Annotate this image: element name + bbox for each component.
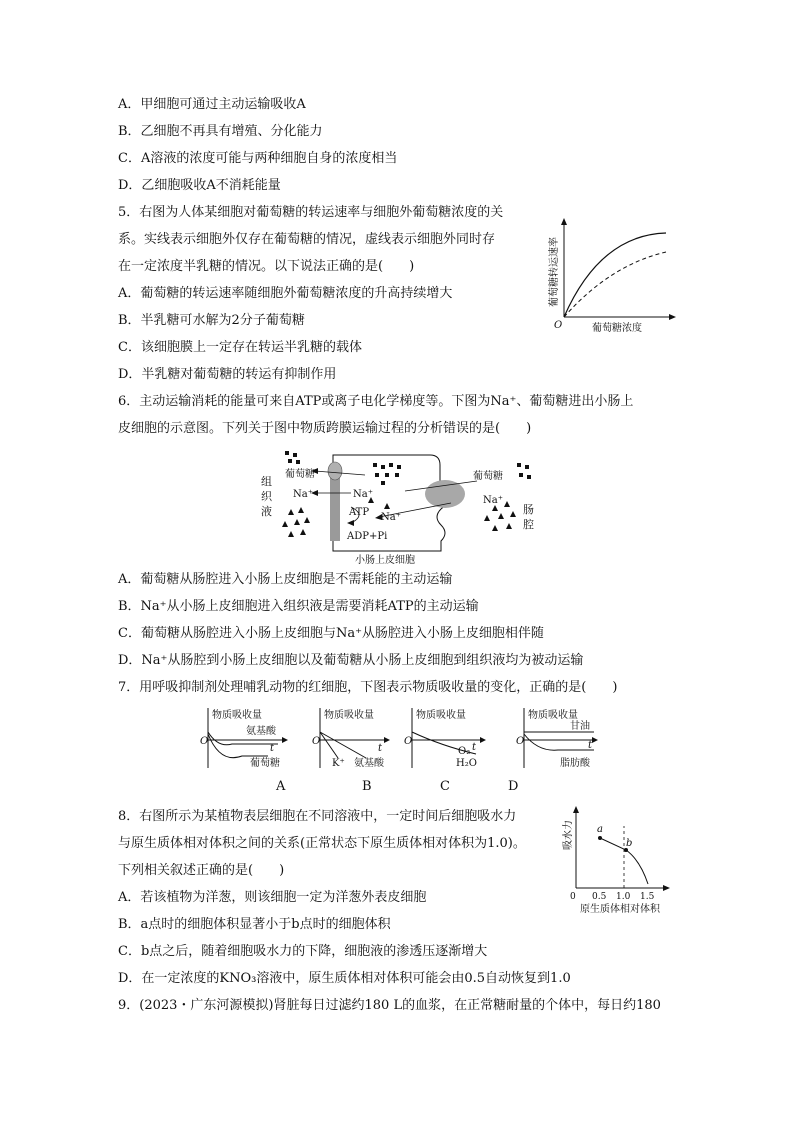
- q6-glucose-label-left: 葡萄糖: [285, 469, 315, 480]
- q5-x-label: 葡萄糖浓度: [592, 323, 642, 334]
- q7-b-letter: B: [362, 779, 372, 794]
- q6-glucose-carrier-left: [328, 462, 342, 480]
- q7-b-ylabel: 物质吸收量: [324, 710, 374, 721]
- q6-right-label-1: 肠: [523, 503, 534, 516]
- q8-tick-1-5: 1.5: [640, 892, 655, 902]
- q5-origin-label: O: [554, 320, 563, 331]
- q4-option-a: A．甲细胞可通过主动运输吸收A: [118, 97, 306, 112]
- q5-glucose-transport-figure: [540, 215, 680, 335]
- q5-option-b: B．半乳糖可水解为2分子葡萄糖: [118, 313, 305, 328]
- q7-c-origin: O: [404, 736, 413, 747]
- q7-d-curve-1-label: 甘油: [570, 721, 590, 732]
- q7-panel-d: [514, 704, 604, 770]
- q6-option-c: C．葡萄糖从肠腔进入小肠上皮细胞与Na⁺从肠腔进入小肠上皮细胞相伴随: [118, 626, 544, 641]
- q6-stem-line-1: 6．主动运输消耗的能量可来自ATP或离子电化学梯度等。下图为Na⁺、葡萄糖进出小肠上: [118, 394, 634, 409]
- q7-d-origin: O: [516, 736, 525, 747]
- q6-intestinal-cell-figure: [255, 447, 545, 567]
- q8-point-a: [598, 836, 602, 840]
- q9-stem: 9．(2023・广东河源模拟)肾脏每日过滤约180 L的血浆，在正常糖耐量的个体中，每日约180: [118, 998, 661, 1013]
- q6-left-label-2: 织: [261, 490, 272, 503]
- q7-a-curve-2: [208, 734, 268, 758]
- q7-b-origin: O: [312, 736, 321, 747]
- q5-stem-line-3: 在一定浓度半乳糖的情况。以下说法正确的是( ): [118, 259, 415, 274]
- q7-d-letter: D: [508, 779, 519, 794]
- q5-stem-line-2: 系。实线表示细胞外仅存在葡萄糖的情况，虚线表示细胞外同时存: [118, 232, 496, 247]
- q6-option-a: A．葡萄糖从肠腔进入小肠上皮细胞是不需耗能的主动运输: [118, 572, 453, 587]
- q7-d-t-label: t: [588, 740, 593, 751]
- q7-d-ylabel: 物质吸收量: [528, 710, 578, 721]
- q5-dashed-curve: [564, 252, 666, 317]
- q8-y-label: 吸水力: [563, 820, 574, 850]
- q4-option-c: C．A溶液的浓度可能与两种细胞自身的浓度相当: [118, 151, 398, 166]
- q5-y-label: 葡萄糖转运速率: [549, 237, 560, 307]
- q6-na-label-3: Na⁺: [483, 495, 503, 506]
- q7-c-curve-2-label: H₂O: [456, 758, 477, 769]
- q6-na-label-4: Na⁺: [381, 512, 401, 523]
- q8-option-d: D．在一定浓度的KNO₃溶液中，原生质体相对体积可能会由0.5自动恢复到1.0: [118, 971, 571, 986]
- q4-option-b: B．乙细胞不再具有增殖、分化能力: [118, 124, 323, 139]
- q6-glucose-label-right: 葡萄糖: [473, 471, 503, 482]
- q6-atp-label: ATP: [349, 507, 370, 518]
- q7-a-letter: A: [276, 779, 286, 794]
- q8-water-absorption-figure: [560, 804, 680, 916]
- q6-adp-label: ADP+Pi: [347, 531, 388, 542]
- q7-d-curve-2-label: 脂肪酸: [560, 758, 590, 769]
- q5-x-axis-arrow: [669, 314, 676, 320]
- q5-option-d: D．半乳糖对葡萄糖的转运有抑制作用: [118, 367, 337, 382]
- q7-c-t-label: t: [472, 742, 477, 753]
- q6-left-label-1: 组: [261, 475, 272, 488]
- q7-b-curve-1-label: K⁺: [332, 758, 345, 769]
- q6-na-pump: [330, 471, 340, 541]
- q5-y-axis-arrow: [561, 218, 567, 225]
- q5-option-a: A．葡萄糖的转运速率随细胞外葡萄糖浓度的升高持续增大: [118, 286, 453, 301]
- q7-a-t-label: t: [270, 743, 275, 754]
- q8-point-b-label: b: [626, 838, 633, 849]
- q6-cell-label: 小肠上皮细胞: [355, 555, 415, 566]
- q8-origin-label: 0: [570, 892, 576, 902]
- q7-b-curve-2: [320, 732, 366, 758]
- q8-tick-1-0: 1.0: [616, 892, 631, 902]
- q7-d-curve-2: [524, 734, 594, 750]
- q8-stem-line-2: 与原生质体相对体积之间的关系(正常状态下原生质体相对体积为1.0)。: [118, 836, 526, 851]
- q5-solid-curve: [564, 233, 666, 317]
- q7-b-curve-2-label: 氨基酸: [354, 758, 384, 769]
- q5-stem-line-1: 5．右图为人体某细胞对葡萄糖的转运速率与细胞外葡萄糖浓度的关: [118, 205, 504, 220]
- q6-stem-line-2: 皮细胞的示意图。下列关于图中物质跨膜运输过程的分析错误的是( ): [118, 421, 532, 436]
- q8-option-b: B．a点时的细胞体积显著小于b点时的细胞体积: [118, 917, 391, 932]
- q6-na-label-2: Na⁺: [353, 489, 373, 500]
- q7-c-ylabel: 物质吸收量: [416, 710, 466, 721]
- q7-panel-a: [198, 704, 298, 770]
- q6-option-b: B．Na⁺从小肠上皮细胞进入组织液是需要消耗ATP的主动运输: [118, 599, 479, 614]
- q7-a-ylabel: 物质吸收量: [212, 710, 262, 721]
- q5-option-c: C．该细胞膜上一定存在转运半乳糖的载体: [118, 340, 362, 355]
- q8-x-label: 原生质体相对体积: [580, 904, 660, 915]
- q8-stem-line-3: 下列相关叙述正确的是( ): [118, 863, 285, 878]
- q7-c-curve-1-label: O₂: [458, 746, 471, 757]
- q7-a-curve-1-label: 氨基酸: [246, 726, 276, 737]
- q8-tick-0-5: 0.5: [592, 892, 607, 902]
- q7-c-letter: C: [440, 779, 450, 794]
- q7-b-curve-1: [320, 732, 338, 758]
- q7-panel-b: [310, 704, 394, 770]
- q7-stem: 7．用呼吸抑制剂处理哺乳动物的红细胞，下图表示物质吸收量的变化，正确的是( ): [118, 680, 618, 695]
- q4-option-d: D．乙细胞吸收A不消耗能量: [118, 178, 281, 193]
- q8-point-a-label: a: [597, 824, 603, 835]
- q8-stem-line-1: 8．右图所示为某植物表层细胞在不同溶液中，一定时间后细胞吸水力: [118, 809, 517, 824]
- q6-left-label-3: 液: [261, 505, 272, 518]
- q8-option-c: C．b点之后，随着细胞吸水力的下降，细胞液的渗透压逐渐增大: [118, 944, 488, 959]
- q7-a-origin: O: [200, 736, 209, 747]
- q7-a-curve-2-label: 葡萄糖: [250, 758, 280, 769]
- q7-panel-c: [402, 704, 492, 770]
- q8-option-a: A．若该植物为洋葱，则该细胞一定为洋葱外表皮细胞: [118, 890, 427, 905]
- q6-na-label-1: Na⁺: [293, 489, 313, 500]
- q6-right-label-2: 腔: [523, 518, 534, 531]
- q7-b-t-label: t: [378, 743, 383, 754]
- q6-option-d: D．Na⁺从肠腔到小肠上皮细胞以及葡萄糖从小肠上皮细胞到组织液均为被动运输: [118, 653, 584, 668]
